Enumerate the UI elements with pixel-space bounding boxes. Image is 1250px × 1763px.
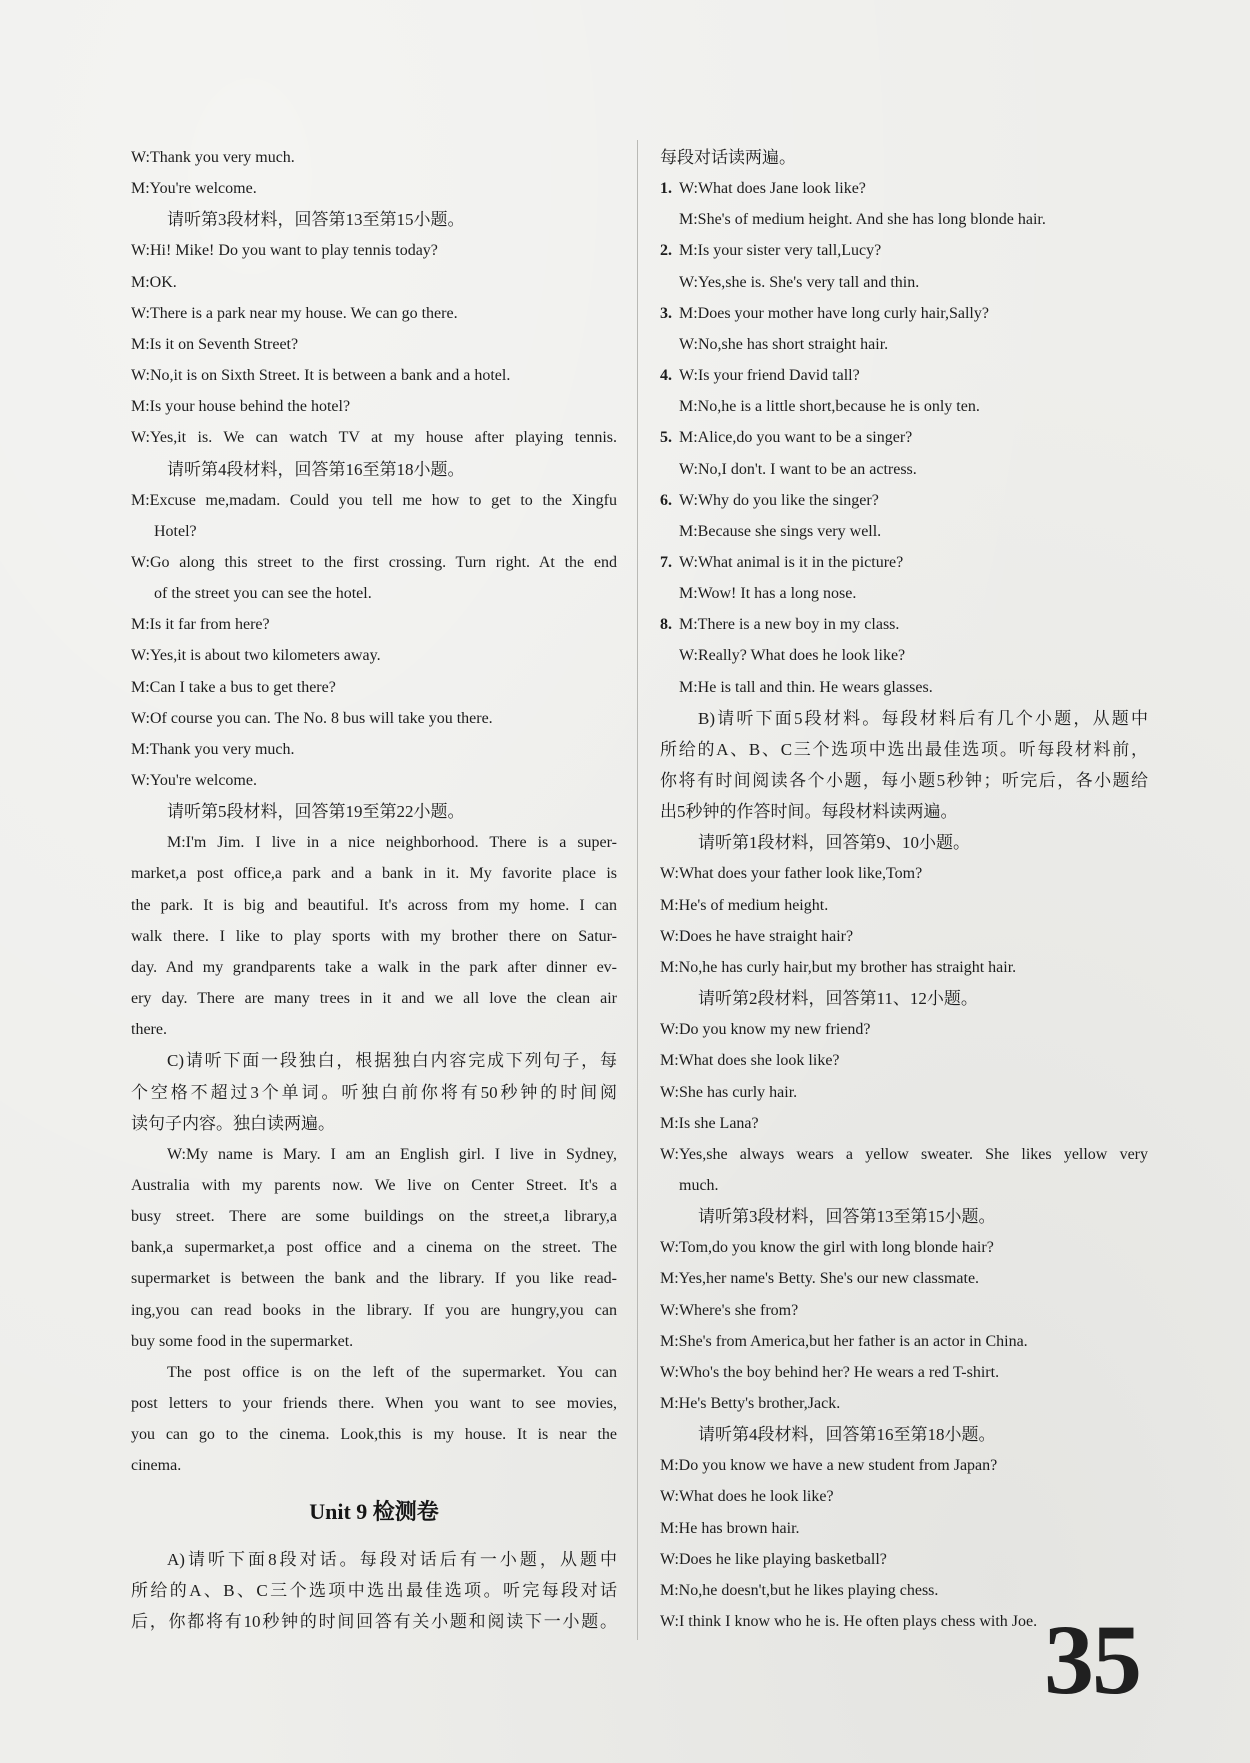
- transcript-line: W:Yes,she always wears a yellow sweater. She likes yellow very: [660, 1145, 1148, 1163]
- transcript-line: W:What does Jane look like?: [679, 180, 866, 198]
- item-number: 8.: [660, 616, 672, 634]
- section-instruction: 请听第1段材料，回答第9、10小题。: [698, 833, 970, 853]
- section-instruction: 个空格不超过3个单词。听独白前你将有50秒钟的时间阅: [131, 1082, 617, 1102]
- transcript-line: supermarket is between the bank and the library. If you like read-: [131, 1270, 617, 1288]
- transcript-line: much.: [679, 1176, 719, 1194]
- item-number: 7.: [660, 553, 672, 571]
- transcript-line: W:Tom,do you know the girl with long blonde hair?: [660, 1239, 994, 1257]
- transcript-line: M:Can I take a bus to get there?: [131, 678, 336, 696]
- transcript-line: W:Is your friend David tall?: [679, 367, 860, 385]
- transcript-line: M:Thank you very much.: [131, 740, 295, 758]
- transcript-line: M:There is a new boy in my class.: [679, 616, 900, 634]
- transcript-line: M:I'm Jim. I live in a nice neighborhood. There is a super-: [167, 834, 617, 852]
- transcript-line: W:What does your father look like,Tom?: [660, 865, 923, 883]
- transcript-line: M:Is it on Seventh Street?: [131, 335, 299, 353]
- transcript-line: cinema.: [131, 1457, 182, 1475]
- transcript-line: M:No,he is a little short,because he is only ten.: [679, 398, 980, 416]
- transcript-line: The post office is on the left of the supermarket. You can: [167, 1363, 617, 1381]
- section-instruction: C)请听下面一段独白，根据独白内容完成下列句子，每: [167, 1051, 617, 1071]
- transcript-line: W:Yes,she is. She's very tall and thin.: [679, 273, 920, 291]
- item-number: 3.: [660, 304, 672, 322]
- transcript-line: M:No,he has curly hair,but my brother has straight hair.: [660, 958, 1017, 976]
- transcript-line: ery day. There are many trees in it and we all love the clean air: [131, 990, 617, 1008]
- numbered-item: [660, 176, 866, 202]
- transcript-line: W:Really? What does he look like?: [679, 647, 906, 665]
- transcript-line: of the street you can see the hotel.: [154, 585, 372, 603]
- transcript-line: M:Yes,her name's Betty. She's our new classmate.: [660, 1270, 980, 1288]
- transcript-line: the park. It is big and beautiful. It's across from my home. I can: [131, 896, 617, 914]
- transcript-line: M:Is your house behind the hotel?: [131, 398, 351, 416]
- transcript-line: W:Thank you very much.: [131, 149, 295, 166]
- transcript-line: W:Of course you can. The No. 8 bus will take you there.: [131, 709, 493, 727]
- transcript-line: W:Who's the boy behind her? He wears a red T-shirt.: [660, 1363, 1000, 1381]
- numbered-item: [660, 238, 881, 264]
- transcript-line: W:Go along this street to the first crossing. Turn right. At the end: [131, 553, 617, 571]
- transcript-line: buy some food in the supermarket.: [131, 1332, 354, 1350]
- section-instruction: 出5秒钟的作答时间。每段材料读两遍。: [660, 802, 958, 822]
- transcript-line: W:There is a park near my house. We can go there.: [131, 304, 458, 322]
- transcript-line: W:Does he have straight hair?: [660, 927, 854, 945]
- transcript-line: W:Yes,it is about two kilometers away.: [131, 647, 381, 665]
- transcript-line: there.: [131, 1021, 167, 1039]
- section-instruction: 请听第4段材料，回答第16至第18小题。: [167, 459, 465, 479]
- transcript-line: M:She's from America,but her father is an actor in China.: [660, 1332, 1028, 1350]
- item-number: 5.: [660, 429, 672, 447]
- transcript-line: W:What animal is it in the picture?: [679, 553, 904, 571]
- item-number: 2.: [660, 242, 672, 260]
- section-instruction: 你将有时间阅读各个小题，每小题5秒钟；听完后，各小题给: [660, 771, 1148, 790]
- transcript-line: W:No,it is on Sixth Street. It is between a bank and a hotel.: [131, 367, 511, 385]
- transcript-line: W:You're welcome.: [131, 772, 257, 789]
- transcript-line: M:Alice,do you want to be a singer?: [679, 429, 913, 447]
- transcript-line: W:Does he like playing basketball?: [660, 1550, 887, 1568]
- transcript-line: day. And my grandparents take a walk in the park after dinner ev-: [131, 958, 617, 976]
- item-number: 4.: [660, 367, 672, 385]
- section-instruction: 所给的A、B、C三个选项中选出最佳选项。听每段材料前，: [660, 739, 1148, 759]
- transcript-line: M:He's of medium height.: [660, 896, 829, 914]
- numbered-item: [660, 301, 989, 327]
- section-instruction: 请听第5段材料，回答第19至第22小题。: [167, 802, 465, 822]
- section-instruction: 后，你都将有10秒钟的时间回答有关小题和阅读下一小题。: [131, 1612, 617, 1632]
- section-instruction: B)请听下面5段材料。每段材料后有几个小题，从题中: [698, 708, 1148, 728]
- transcript-line: M:Is your sister very tall,Lucy?: [679, 242, 882, 260]
- transcript-line: M:Do you know we have a new student from Japan?: [660, 1457, 998, 1475]
- item-number: 6.: [660, 491, 672, 509]
- section-instruction: 每段对话读两遍。: [660, 148, 796, 167]
- numbered-item: [660, 488, 879, 514]
- transcript-line: M:He's Betty's brother,Jack.: [660, 1395, 841, 1412]
- numbered-item: [660, 550, 903, 576]
- numbered-item: [660, 612, 899, 638]
- transcript-line: M:What does she look like?: [660, 1052, 840, 1070]
- section-instruction: 请听第3段材料，回答第13至第15小题。: [167, 210, 465, 230]
- transcript-line: W:Hi! Mike! Do you want to play tennis today?: [131, 242, 438, 260]
- transcript-line: W:Why do you like the singer?: [679, 491, 879, 509]
- page-number: 35: [1044, 1604, 1140, 1715]
- unit-test-heading: Unit 9 检测卷: [309, 1499, 439, 1524]
- column-divider: [637, 140, 638, 1640]
- transcript-line: W:She has curly hair.: [660, 1083, 798, 1101]
- transcript-line: M:She's of medium height. And she has long blonde hair.: [679, 211, 1046, 229]
- transcript-line: W:My name is Mary. I am an English girl. I live in Sydney,: [167, 1145, 617, 1163]
- transcript-line: bank,a supermarket,a post office and a cinema on the street. The: [131, 1239, 617, 1257]
- transcript-line: you can go to the cinema. Look,this is my house. It is near the: [131, 1426, 617, 1444]
- transcript-line: W:Where's she from?: [660, 1301, 799, 1319]
- transcript-line: W:I think I know who he is. He often plays chess with Joe.: [660, 1613, 1038, 1631]
- transcript-line: M:Because she sings very well.: [679, 522, 882, 540]
- transcript-line: M:Wow! It has a long nose.: [679, 585, 857, 603]
- transcript-line: Hotel?: [154, 522, 197, 540]
- transcript-line: M:He is tall and thin. He wears glasses.: [679, 678, 933, 696]
- transcript-line: M:No,he doesn't,but he likes playing chess.: [660, 1581, 939, 1599]
- transcript-line: busy street. There are some buildings on the street,a library,a: [131, 1208, 617, 1226]
- item-number: 1.: [660, 180, 672, 198]
- numbered-item: [660, 425, 912, 451]
- section-instruction: A)请听下面8段对话。每段对话后有一小题，从题中: [167, 1549, 617, 1569]
- transcript-line: M:OK.: [131, 273, 177, 291]
- transcript-line: M:Is it far from here?: [131, 616, 270, 634]
- numbered-item: [660, 363, 860, 389]
- transcript-line: W:What does he look like?: [660, 1488, 834, 1506]
- section-instruction: 读句子内容。独白读两遍。: [131, 1113, 335, 1133]
- transcript-line: ing,you can read books in the library. If you are hungry,you can: [131, 1301, 617, 1319]
- transcript-line: M:Does your mother have long curly hair,Sally?: [679, 304, 989, 322]
- section-instruction: 请听第4段材料，回答第16至第18小题。: [698, 1425, 996, 1445]
- transcript-line: M:You're welcome.: [131, 180, 257, 198]
- transcript-line: market,a post office,a park and a bank in it. My favorite place is: [131, 865, 617, 883]
- transcript-line: M:Is she Lana?: [660, 1114, 759, 1132]
- transcript-line: W:Yes,it is. We can watch TV at my house after playing tennis.: [131, 429, 617, 447]
- transcript-line: W:No,I don't. I want to be an actress.: [679, 460, 917, 478]
- section-instruction: 所给的A、B、C三个选项中选出最佳选项。听完每段对话: [131, 1580, 617, 1600]
- section-instruction: 请听第3段材料，回答第13至第15小题。: [698, 1207, 996, 1227]
- transcript-line: W:Do you know my new friend?: [660, 1021, 871, 1039]
- transcript-line: M:He has brown hair.: [660, 1519, 800, 1537]
- transcript-line: Australia with my parents now. We live on Center Street. It's a: [131, 1176, 617, 1194]
- transcript-line: W:No,she has short straight hair.: [679, 335, 889, 353]
- transcript-line: post letters to your friends there. When you want to see movies,: [131, 1395, 617, 1412]
- transcript-line: walk there. I like to play sports with my brother there on Satur-: [131, 927, 617, 945]
- section-instruction: 请听第2段材料，回答第11、12小题。: [698, 989, 978, 1009]
- transcript-line: M:Excuse me,madam. Could you tell me how to get to the Xingfu: [131, 491, 617, 509]
